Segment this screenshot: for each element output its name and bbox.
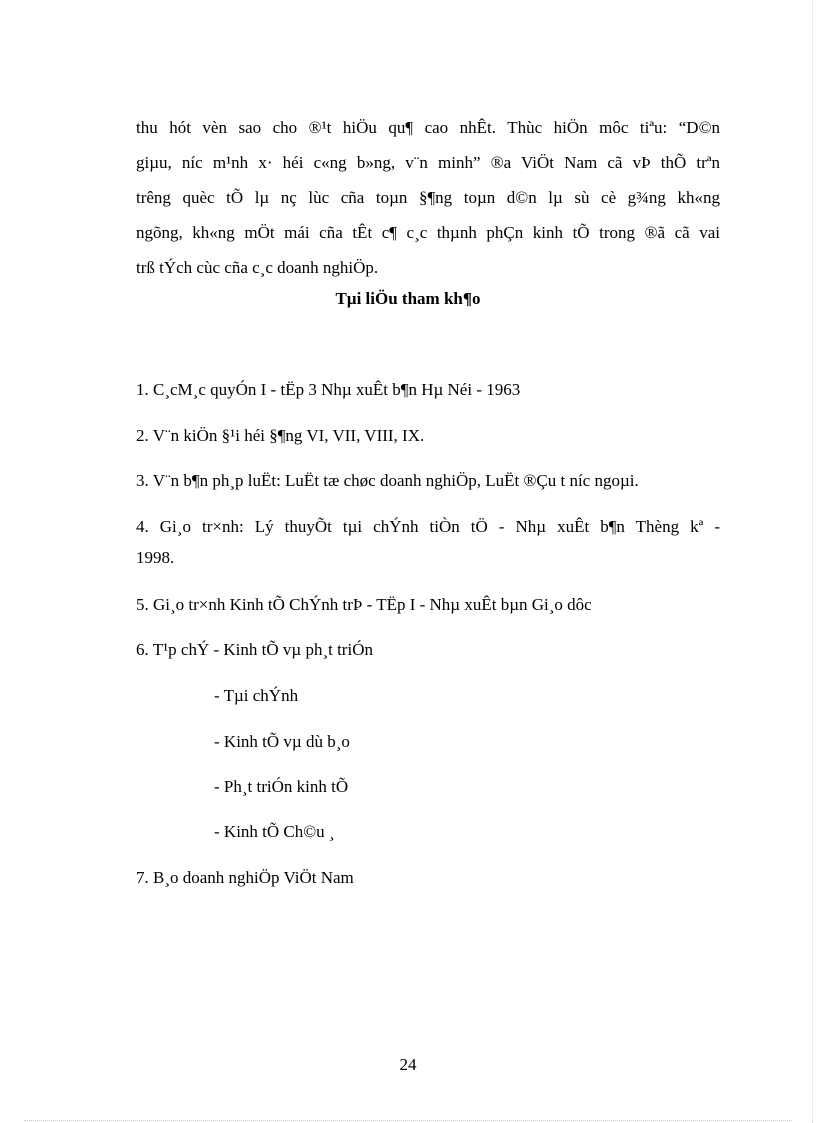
page-number: 24	[399, 1055, 417, 1074]
paragraph-line: giµu, níc m¹nh x· héi c«ng b»ng, v¨n minh” ®a ViÖt Nam cã vÞ thÕ trªn	[136, 153, 720, 172]
paragraph-line: ngõng, kh«ng mÖt mái cña tÊt c¶ c¸c thµnh phÇn kinh tÕ trong ®ã cã vai	[136, 223, 720, 242]
reference-item-4-line-2: 1998.	[136, 548, 175, 567]
reference-subitem: - Ph¸t triÓn kinh tÕ	[214, 777, 349, 796]
paragraph-line: thu hót vèn sao cho ®¹t hiÖu qu¶ cao nhÊt. Thùc hiÖn môc tiªu: “D©n	[136, 118, 720, 137]
reference-item-1: 1. C¸cM¸c quyÓn I - tËp 3 Nhµ xuÊt b¶n Hµ Néi - 1963	[136, 380, 521, 399]
reference-subitem: - Tµi chÝnh	[214, 686, 299, 705]
reference-item-5: 5. Gi¸o tr×nh Kinh tÕ ChÝnh trÞ - TËp I - Nhµ xuÊt bµn Gi¸o dôc	[136, 595, 592, 614]
reference-item-6: 6. T¹p chÝ - Kinh tÕ vµ ph¸t triÓn	[136, 640, 373, 659]
paragraph-line: trß tÝch cùc cña c¸c doanh nghiÖp.	[136, 258, 379, 277]
reference-item-3: 3. V¨n b¶n ph¸p luËt: LuËt tæ chøc doanh nghiÖp, LuËt ®Çu t níc ngoµi.	[136, 471, 639, 490]
reference-item-4-line-1: 4. Gi¸o tr×nh: Lý thuyÕt tµi chÝnh tiÒn tÖ - Nhµ xuÊt b¶n Thèng kª -	[136, 517, 720, 536]
page-right-border	[812, 0, 813, 1123]
reference-item-2: 2. V¨n kiÖn §¹i héi §¶ng VI, VII, VIII, IX.	[136, 426, 425, 445]
paragraph-line: trêng quèc tÕ lµ nç lùc cña toµn §¶ng toµn d©n lµ sù cè g¾ng kh«ng	[136, 188, 720, 207]
body-paragraph	[136, 110, 720, 285]
reference-subitem: - Kinh tÕ Ch©u ¸	[214, 822, 335, 841]
page-bottom-border	[24, 1120, 792, 1121]
reference-item-7: 7. B¸o doanh nghiÖp ViÖt Nam	[136, 868, 354, 887]
references-heading: Tµi liÖu tham kh¶o	[335, 289, 481, 308]
reference-subitem: - Kinh tÕ vµ dù b¸o	[214, 732, 350, 751]
